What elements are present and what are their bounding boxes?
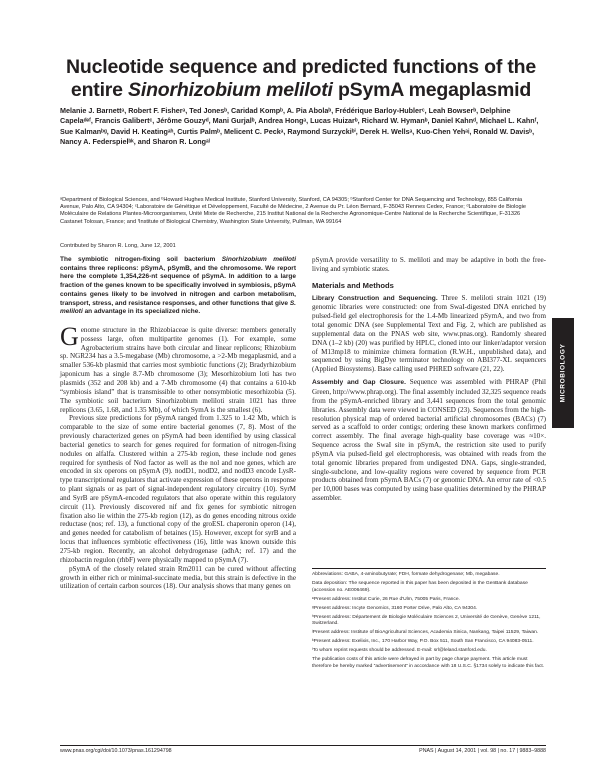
continued-paragraph: pSymA provide versatility to S. meliloti and may be adaptive in both the free-living and symbiotic states. (312, 256, 546, 273)
footnote: Abbreviations: GABA, 4-aminobutyrate; FDH, formate dehydrogenase; Mb, megabase. (312, 572, 500, 577)
abstract-species-2: S. meliloti (60, 299, 296, 316)
assembly-run-head: Assembly and Gap Closure. (312, 379, 406, 387)
author-list: Melanie J. Barnettᵃ, Robert F. Fisherᵃ, Ted Jonesᵇ, Caridad Kompᵇ, A. Pia Abolaᵇ, Frédérique Barloy-Hublerᶜ, Leah Bowserᵇ, Delphine Capelaᵈᵉᶠ, Francis Galibertᶜ, Jérôme Gouzyᵈ, Mani Gurjalᵇ, Andrea Hongᵃ, Lucas Huizarᵇ, Richard W. Hymanᵇ, Daniel Kahnᵈ, Michael L. Kahnᶠ, Sue Kalmanᵇᵍ, David H. Keatingᵃʰ, Curtis Palmᵇ, Melicent C. Peckᵃ, Raymond Surzyckiᵇⁱ, Derek H. Wellsᵃ, Kuo-Chen Yehᵃʲ, Ronald W. Davisᵇ, Nancy A. Federspielᵇᵏ, and Sharon R. Longᵃˡ (60, 106, 539, 147)
library-text: Three S. meliloti strain 1021 (19) genomic libraries were constructed: one from SwaI-digested DNA enriched by pulsed-field gel electrophoresis for the 1.4-Mb linearized pSymA, and two from total genomic DNA (see Supplemental Text and Fig. 2, which are published as supplemental data on the PNAS web site, www.pnas.org). Randomly sheared DNA (1–2 kb) (20) was purified by HPLC, cloned into our linker/adaptor version of M13mp18 to minimize chimera formation (R.W.H., unpublished data), and sequenced by using BigDye terminator technology on ABI377-XL sequencers (Applied Biosystems). Base calling used PHRED software (21, 22). (312, 293, 546, 374)
assembly-paragraph (312, 378, 546, 503)
abstract-species-1: Sinorhizobium meliloti (221, 256, 296, 263)
abstract-text-3: an advantage in its specialized niche. (82, 308, 201, 316)
footnote: ˡTo whom reprint requests should be addressed. E-mail: srl@leland.stanford.edu. (312, 648, 487, 654)
abstract-text-1: The symbiotic nitrogen-fixing soil bacterium (60, 256, 222, 263)
contributed-by: Contributed by Sharon R. Long, June 12, 2001 (60, 243, 176, 249)
abstract (60, 256, 296, 317)
assembly-text: Sequence was assembled with PHRAP (Phil Green, http://www.phrap.org). The final assembly included 32,325 sequence reads from the pSymA-enriched library and 3,441 sequences from the total genomic libraries. Assembly data were viewed in CONSED (23). Sequences from the high-resolution physical map of ordered bacterial artificial chromosomes (BACs) (7) served as a scaffold to order contigs; ordering these known markers confirmed correct assembly. The final average high-quality base coverage was ≈10×. Sequence across the SwaI site in pSymA, the restriction site used to purify pSymA via pulsed-field gel electrophoresis, was obtained with reads from the total genomic libraries prepared from undigested DNA. Gaps, single-stranded, single-subclone, and low-quality regions were covered by sequence from PCR products obtained from pSymA BACs (7) or genomic DNA. An error rate of <0.5 per 10,000 bases was computed by using base qualities determined by the PHRAP assembler. (312, 378, 547, 503)
footnote-divider (312, 568, 546, 569)
abstract-text-2: contains three replicons: pSymA, pSymB, and the chromosome. We report here the complete 1,354,226-nt sequence of pSymA. In addition to a large fraction of the genes known to be specifically involved in symbiosis, pSymA contains genes likely to be involved in nitrogen and carbon metabolism, transport, stress, and resistance responses, and other functions that give (60, 264, 296, 307)
footnotes (312, 572, 546, 673)
footnote: The publication costs of this article were defrayed in part by page charge payment. This article must therefore be hereby marked “advertisement” in accordance with 18 U.S.C. §1734 solely to indicate this fact. (312, 657, 545, 669)
doi-link[interactable]: www.pnas.org/cgi/doi/10.1073/pnas.161294798 (60, 748, 172, 754)
library-paragraph (312, 294, 546, 375)
library-run-head: Library Construction and Sequencing. (312, 294, 438, 302)
title-line-2-end: pSymA megaplasmid (332, 79, 532, 101)
intro-text-1: enome structure in the Rhizobiaceae is quite diverse: members generally possess large, often multipartite genomes (1). For example, some Agrobacterium strains have both circular and linear replicons; Rhizobium sp. NGR234 has a 3.5-megabase (Mb) chromosome, a >2-Mb megaplasmid, and a smaller 536-kb plasmid that carries most symbiotic functions (2); Bradyrhizobium japonicum has a single 8.7-Mb chromosome (3); Mesorhizobium loti has two plasmids (352 and 208 kb) and a 7-Mb chromosome (4) that contains a 610-kb “symbiosis island” that is transmissible to other nonsymbiotic mesorhizobia (5). The symbiotic soil bacterium Sinorhizobium meliloti strain 1021 has three replicons (3.65, 1.68, and 1.35 Mb), of which SymA is the smallest (6). (60, 325, 296, 414)
article-title (56, 56, 546, 102)
section-heading-methods: Materials and Methods (312, 280, 394, 290)
side-tab-label: MICROBIOLOGY (559, 343, 567, 403)
title-line-1: Nucleotide sequence and predicted functions of the (66, 56, 536, 78)
footnote: ᵏPresent address: Exelixis, Inc., 170 Harbor Way, P.O. Box 511, South San Francisco, CA 94083-0511. (312, 639, 534, 645)
intro-paragraph-2: Previous size predictions for pSymA ranged from 1.325 to 1.42 Mb, which is comparable to the size of some entire bacterial genomes (7, 8). Most of the previously characterized genes on pSymA had been identified by using classical bacterial genetics to search for genes required for formation of nitrogen-fixing nodules on alfalfa. Clustered within a 275-kb region, these include nod genes required for synthesis of Nod factor as well as the nol and noe genes, which are encoded in six operons on pSymA (9). nodD1, nodD2, and nodD3 encode LysR-type transcriptional regulators that activate expression of these operons in response to plant signals or as part of signal-independent regulatory circuitry (10). SyrM and SyrB are pSymA-encoded regulators that also operate within this regulatory circuit (11). Previously discovered nif and fix genes for symbiotic nitrogen fixation also lie within the 275-kb region (12), as do genes encoding nitrous oxide reductase (nos; ref. 13), a functional copy of the groESL chaperonin operon (14), and genes needed for catabolism of betaines (15). However, except for syrB and a locus that influences symbiotic effectiveness (16), little was known outside this 275-kb region. Recently, an alcohol dehydrogenase (adhA; ref. 17) and the rhizobactin regulon (rhbF) were physically mapped to pSymA (7). (60, 414, 296, 564)
footnote: ʲPresent address: Institute of BioAgricultural Sciences, Academia Sinica, Nankang, Taipei 11529, Taiwan. (312, 630, 539, 636)
title-species: Sinorhizobium meliloti (128, 79, 333, 101)
footnote: ᵍPresent address: Incyte Genomics, 3160 Porter Drive, Palo Alto, CA 94304. (312, 605, 478, 611)
footnote: Data deposition: The sequence reported in this paper has been deposited in the GenBank database (accession no. AE006469). (312, 580, 528, 593)
footer-divider (60, 745, 546, 746)
affiliations: ᵃDepartment of Biological Sciences, and ᵇHoward Hughes Medical Institute, Stanford University, Stanford, CA 94305; ᵇStanford Center for DNA Sequencing and Technology, 855 California Avenue, Palo Alto, CA 94304; ᶜLaboratoire de Génétique et Développement, Faculté de Médecine, 2 Avenue du Pr. Léon Bernard, F-35043 Rennes Cedex, France; ᵈLaboratoire de Biologie Moléculaire de Relations Plantes-Microorganismes, Unité Mixte de Recherche, 215 Institut National de la Recherche Agronomique-Centre National de la Recherche Scientifique, F-31326 Castanet Tolosan, France; and ᶠInstitute of Biological Chemistry, Washington State University, Pullman, WA 99164 (60, 197, 526, 225)
drop-cap: G (60, 321, 79, 351)
intro-paragraph-3: pSymA of the closely related strain Rm2011 can be cured without affecting growth in either rich or minimal-succinate media, but this strain is defective in the utilization of certain carbon sources (18). Our analysis shows that many genes on (60, 564, 296, 591)
journal-citation: PNAS | August 14, 2001 | vol. 98 | no. 17 | 9883–9888 (419, 748, 546, 754)
title-line-2-start: entire (70, 79, 129, 101)
section-side-tab (552, 318, 574, 428)
left-column (60, 256, 296, 591)
footnote: ᵉPresent address: Institut Curie, 26 Rue d'Ulm, 75005 Paris, France. (312, 596, 460, 602)
right-column (312, 256, 546, 503)
footnote: ʰPresent address: Département de Biologie Moléculaire Sciences 2, Université de Genève, Genève 1211, Switzerland. (312, 614, 541, 627)
intro-paragraph-1 (60, 321, 296, 414)
